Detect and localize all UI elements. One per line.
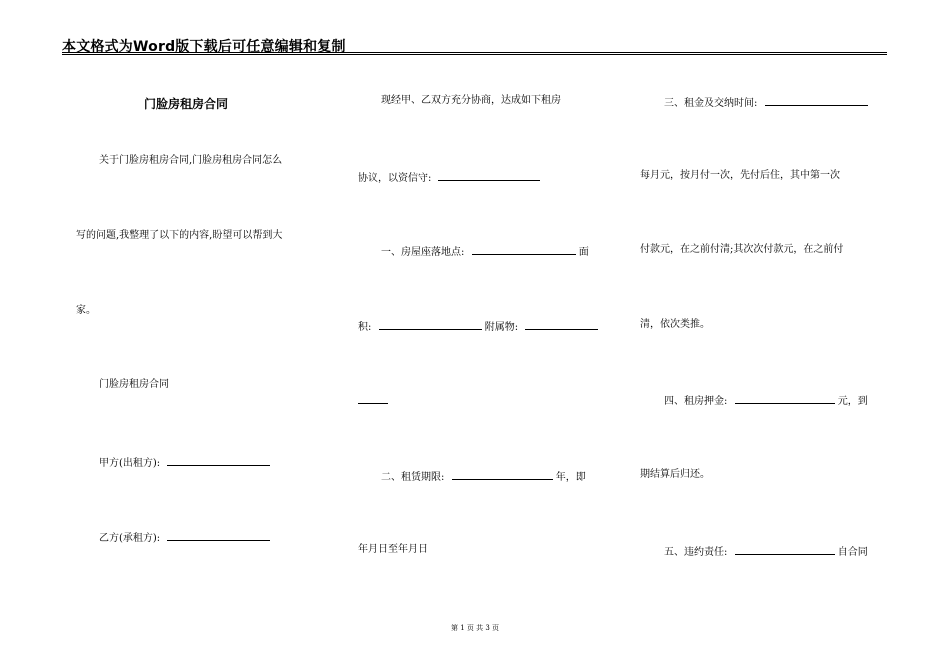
deposit-blank bbox=[735, 393, 835, 404]
party-b-line bbox=[99, 530, 270, 545]
page-number: 第 1 页 共 3 页 bbox=[450, 624, 500, 632]
agreement-blank bbox=[438, 170, 540, 181]
agreement-line-1: 现经甲、乙双方充分协商，达成如下租房 bbox=[381, 95, 561, 106]
location-label: 一、房屋座落地点: bbox=[381, 247, 465, 258]
agreement-line-2-text: 协议，以资信守: bbox=[358, 173, 432, 184]
appurtenances-label: 附属物: bbox=[484, 322, 519, 333]
section-5-line-1 bbox=[664, 544, 868, 559]
agreement-line-2 bbox=[358, 170, 540, 185]
lease-term-blank bbox=[452, 469, 553, 480]
lease-term-unit: 年，即 bbox=[555, 472, 586, 483]
section-1-line-2 bbox=[358, 319, 598, 334]
section-4-line-2: 期结算后归还。 bbox=[640, 469, 710, 480]
breach-blank bbox=[735, 544, 835, 555]
section-3-line-2: 每月元，按月付一次，先付后住，其中第一次 bbox=[640, 170, 840, 181]
section-2-line-2: 年月日至年月日 bbox=[358, 544, 428, 555]
party-a-blank bbox=[167, 455, 270, 466]
header-divider-secondary bbox=[62, 54, 887, 55]
area-label-end: 积: bbox=[358, 322, 372, 333]
intro-line-1: 关于门脸房租房合同,门脸房租房合同怎么 bbox=[99, 155, 283, 166]
appurtenances-blank-cont bbox=[358, 393, 388, 404]
lease-term-label: 二、租赁期限: bbox=[381, 472, 445, 483]
intro-line-3: 家。 bbox=[76, 305, 96, 316]
area-blank bbox=[379, 319, 482, 330]
party-b-blank bbox=[167, 530, 270, 541]
contract-subtitle: 门脸房租房合同 bbox=[99, 379, 169, 390]
section-2-line-1 bbox=[381, 469, 586, 484]
appurtenances-blank bbox=[525, 319, 598, 330]
party-a-line bbox=[99, 455, 270, 470]
intro-line-2: 写的问题,我整理了以下的内容,盼望可以帮到大 bbox=[76, 230, 283, 241]
deposit-label: 四、租房押金: bbox=[664, 396, 728, 407]
rent-blank bbox=[765, 95, 868, 106]
section-1-line-1 bbox=[381, 244, 589, 259]
area-label-start: 面 bbox=[578, 247, 589, 258]
party-a-label: 甲方(出租方): bbox=[99, 458, 161, 469]
section-3-line-4: 清，依次类推。 bbox=[640, 319, 710, 330]
location-blank bbox=[472, 244, 576, 255]
breach-text: 自合同 bbox=[837, 547, 868, 558]
section-3-line-3: 付款元，在之前付清;其次次付款元，在之前付 bbox=[640, 244, 844, 255]
header-title: 本文格式为Word版下载后可任意编辑和复制 bbox=[62, 39, 346, 55]
section-1-line-3 bbox=[358, 393, 388, 408]
rent-label: 三、租金及交纳时间: bbox=[664, 98, 758, 109]
section-4-line-1 bbox=[664, 393, 868, 408]
document-title: 门脸房租房合同 bbox=[144, 97, 229, 111]
party-b-label: 乙方(承租方): bbox=[99, 533, 161, 544]
header-divider bbox=[62, 52, 887, 53]
breach-label: 五、违约责任: bbox=[664, 547, 728, 558]
section-3-line-1 bbox=[664, 95, 868, 110]
deposit-unit: 元，到 bbox=[837, 396, 868, 407]
